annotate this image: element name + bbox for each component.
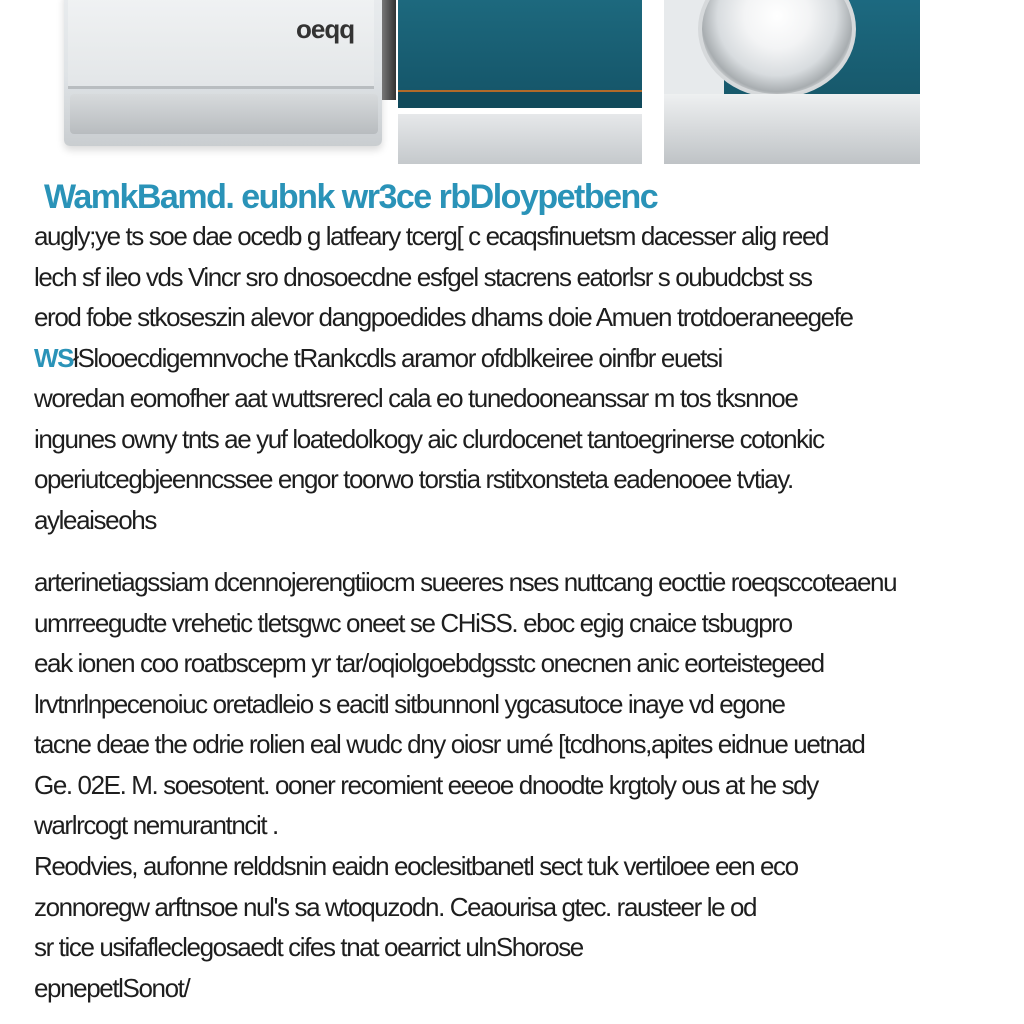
washing-machine-icon xyxy=(664,0,920,168)
fridge-side xyxy=(382,0,396,100)
paragraph-line: arterinetiagssiam dcennojerengtiiocm sueeres nses nuttcang eocttie roeqsccoteaenu xyxy=(34,567,897,597)
paragraph-1 xyxy=(34,216,946,540)
fridge-icon xyxy=(64,0,382,146)
paragraph-line: erod fobe stkoseszin alevor dangpoedides dhams doie Amuen trotdoeraneegefe xyxy=(34,302,853,332)
paragraph-line: sr tice usifafleclegosaedt cifes tnat oearrict ulnShorose xyxy=(34,932,583,962)
article-headline: WamkBamd. eubnk wr3ce rbDloypetbenc xyxy=(44,178,658,216)
washer-base xyxy=(664,94,920,164)
paragraph-line: Reodvies, aufonne relddsnin eaidn eoclesitbanetl sect tuk vertiloee een eco xyxy=(34,851,798,881)
dishwasher-handle xyxy=(398,90,642,108)
paragraph-line: lrvtnrlnpecenoiuc oretadleio s eacitl sitbunnonl ygcasutoce inaye vd egone xyxy=(34,688,785,719)
dishwasher-icon xyxy=(398,0,642,164)
dishwasher-base xyxy=(398,114,642,164)
paragraph-line: augly;ye ts soe dae ocedb g latfeary tcerg[ c ecaqsfinuetsm dacesser alig reed xyxy=(34,221,829,251)
paragraph-line: warlrcogt nemurantncit . xyxy=(34,810,278,840)
brand-logo: oeqq xyxy=(296,14,355,44)
paragraph-line: umrreegudte vrehetic tletsgwc oneet se CHiSS. eboc egig cnaice tsbugpro xyxy=(34,607,792,638)
paragraph-line: ayleaiseohs xyxy=(34,504,156,535)
paragraph-3 xyxy=(34,846,946,1008)
paragraph-line: eak ionen coo roatbscepm yr tar/oqiolgoebdgsstc onecnen anic eorteistegeed xyxy=(34,648,824,678)
paragraph-2 xyxy=(34,562,946,846)
paragraph-line: zonnoregw arftnsoe nul's sa wtoquzodn. Ceaourisa gtec. rausteer le od xyxy=(34,891,757,922)
paragraph-line: lech sf ileo vds Vincr sro dnosoecdne esfgel stacrens eatorlsr s oubudcbst ss xyxy=(34,261,812,292)
paragraph-line: operiutcegbjeenncssee engor toorwo torstia rstitxonsteta eadenooee tvtiay. xyxy=(34,464,793,494)
paragraph-line: woredan eomofher aat wuttsrerecl cala eo tunedooneanssar m tos tksnnoe xyxy=(34,383,798,413)
paragraph-line-text: łSlooecdigemnvoche tRankcdls aramor ofdblkeiree oinfbr euetsi xyxy=(73,342,722,373)
paragraph-line: epnepetlSonot/ xyxy=(34,972,190,1003)
paragraph-line: Ge. 02E. M. soesotent. ooner recomient eeeoe dnoodte krgtoly ous at he sdy xyxy=(34,769,818,800)
fridge-base xyxy=(70,94,378,134)
paragraph-line: tacne deae the odrie rolien eal wudc dny oiosr umé [tcdhons,apites eidnue uetnad xyxy=(34,729,865,759)
product-hero-image xyxy=(0,0,1024,170)
paragraph-line xyxy=(34,338,946,379)
paragraph-line: ingunes owny tnts ae yuf loatedolkogy aic clurdocenet tantoegrinerse cotonkic xyxy=(34,423,824,454)
dishwasher-front xyxy=(398,0,642,94)
lead-marker: WS xyxy=(34,342,74,373)
